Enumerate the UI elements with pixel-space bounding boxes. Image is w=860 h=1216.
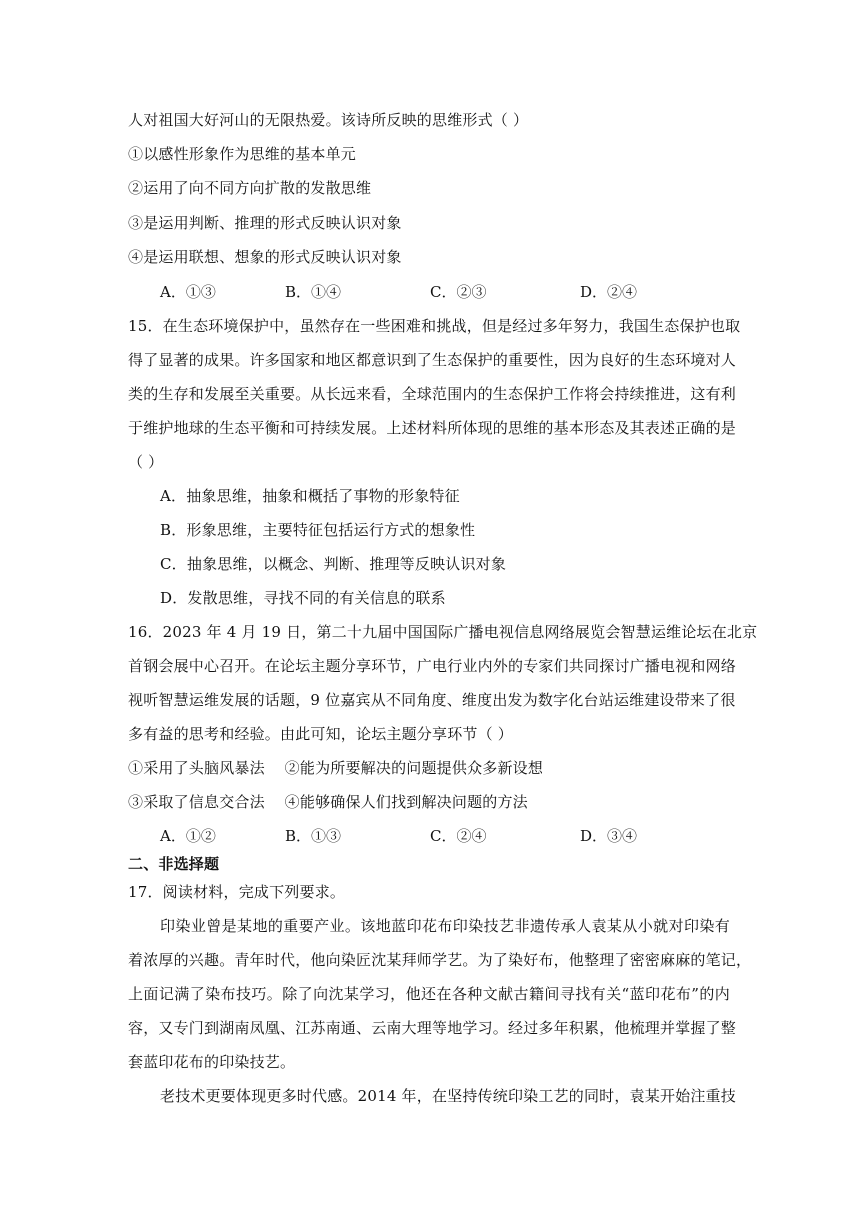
q14-stem-tail: 人对祖国大好河山的无限热爱。该诗所反映的思维形式（ ） (128, 111, 529, 129)
q16-stem-line-4: 多有益的思考和经验。由此可知，论坛主题分享环节（ ） (128, 725, 513, 743)
q14-option-c[interactable]: C．②③ (430, 283, 487, 301)
q17-para1-line-5: 套蓝印花布的印染技艺。 (128, 1053, 296, 1071)
q16-statements-line-1: ①采用了头脑风暴法 ②能为所要解决的问题提供众多新设想 (128, 759, 544, 777)
q17-para1-line-4: 容，又专门到湖南凤凰、江苏南通、云南大理等地学习。经过多年积累，他梳理并掌握了整 (128, 1019, 737, 1037)
q14-statement-2: ②运用了向不同方向扩散的发散思维 (128, 179, 372, 197)
q14-statement-1: ①以感性形象作为思维的基本单元 (128, 145, 357, 163)
q15-option-b[interactable]: B．形象思维，主要特征包括运行方式的想象性 (160, 521, 476, 539)
q15-stem-line-2: 得了显著的成果。许多国家和地区都意识到了生态保护的重要性，因为良好的生态环境对人 (128, 351, 737, 369)
q14-option-b[interactable]: B．①④ (285, 283, 342, 301)
q15-stem-line-4: 于维护地球的生态平衡和可持续发展。上述材料所体现的思维的基本形态及其表述正确的是 (128, 419, 737, 437)
q14-option-d[interactable]: D．②④ (580, 283, 638, 301)
q14-option-a[interactable]: A．①③ (160, 283, 216, 301)
q16-stem-line-2: 首钢会展中心召开。在论坛主题分享环节，广电行业内外的专家们共同探讨广播电视和网络 (128, 657, 737, 675)
q15-stem-line-1: 15．在生态环境保护中，虽然存在一些困难和挑战，但是经过多年努力，我国生态保护也取 (128, 317, 741, 335)
q15-option-d[interactable]: D．发散思维，寻找不同的有关信息的联系 (160, 589, 446, 607)
q16-option-b[interactable]: B．①③ (285, 827, 342, 845)
q15-option-a[interactable]: A．抽象思维，抽象和概括了事物的形象特征 (160, 487, 460, 505)
q16-option-c[interactable]: C．②④ (430, 827, 487, 845)
q15-option-c[interactable]: C．抽象思维，以概念、判断、推理等反映认识对象 (160, 555, 507, 573)
q17-para1-line-3: 上面记满了染布技巧。除了向沈某学习，他还在各种文献古籍间寻找有关“蓝印花布”的内 (128, 985, 730, 1003)
q15-stem-line-3: 类的生存和发展至关重要。从长远来看，全球范围内的生态保护工作将会持续推进，这有利 (128, 385, 737, 403)
q14-statement-4: ④是运用联想、想象的形式反映认识对象 (128, 248, 402, 266)
q17-para1-line-1: 印染业曾是某地的重要产业。该地蓝印花布印染技艺非遗传承人袁某从小就对印染有 (160, 917, 730, 935)
q16-stem-line-1: 16．2023 年 4 月 19 日，第二十九届中国国际广播电视信息网络展览会智慧运维论坛在北京 (128, 623, 758, 641)
q16-option-d[interactable]: D．③④ (580, 827, 638, 845)
section-heading-non-choice: 二、非选择题 (128, 855, 220, 873)
q16-statements-line-2: ③采取了信息交合法 ④能够确保人们找到解决问题的方法 (128, 793, 528, 811)
q16-option-a[interactable]: A．①② (160, 827, 216, 845)
q17-para2-line-1: 老技术更要体现更多时代感。2014 年，在坚持传统印染工艺的同时，袁某开始注重技 (160, 1087, 736, 1105)
q14-statement-3: ③是运用判断、推理的形式反映认识对象 (128, 214, 402, 232)
q15-stem-line-5: （ ） (128, 453, 164, 471)
q16-stem-line-3: 视听智慧运维发展的话题，9 位嘉宾从不同角度、维度出发为数字化台站运维建设带来了很 (128, 691, 736, 709)
q17-para1-line-2: 着浓厚的兴趣。青年时代，他向染匠沈某拜师学艺。为了染好布，他整理了密密麻麻的笔记， (128, 951, 752, 969)
q17-stem: 17．阅读材料，完成下列要求。 (128, 883, 346, 901)
